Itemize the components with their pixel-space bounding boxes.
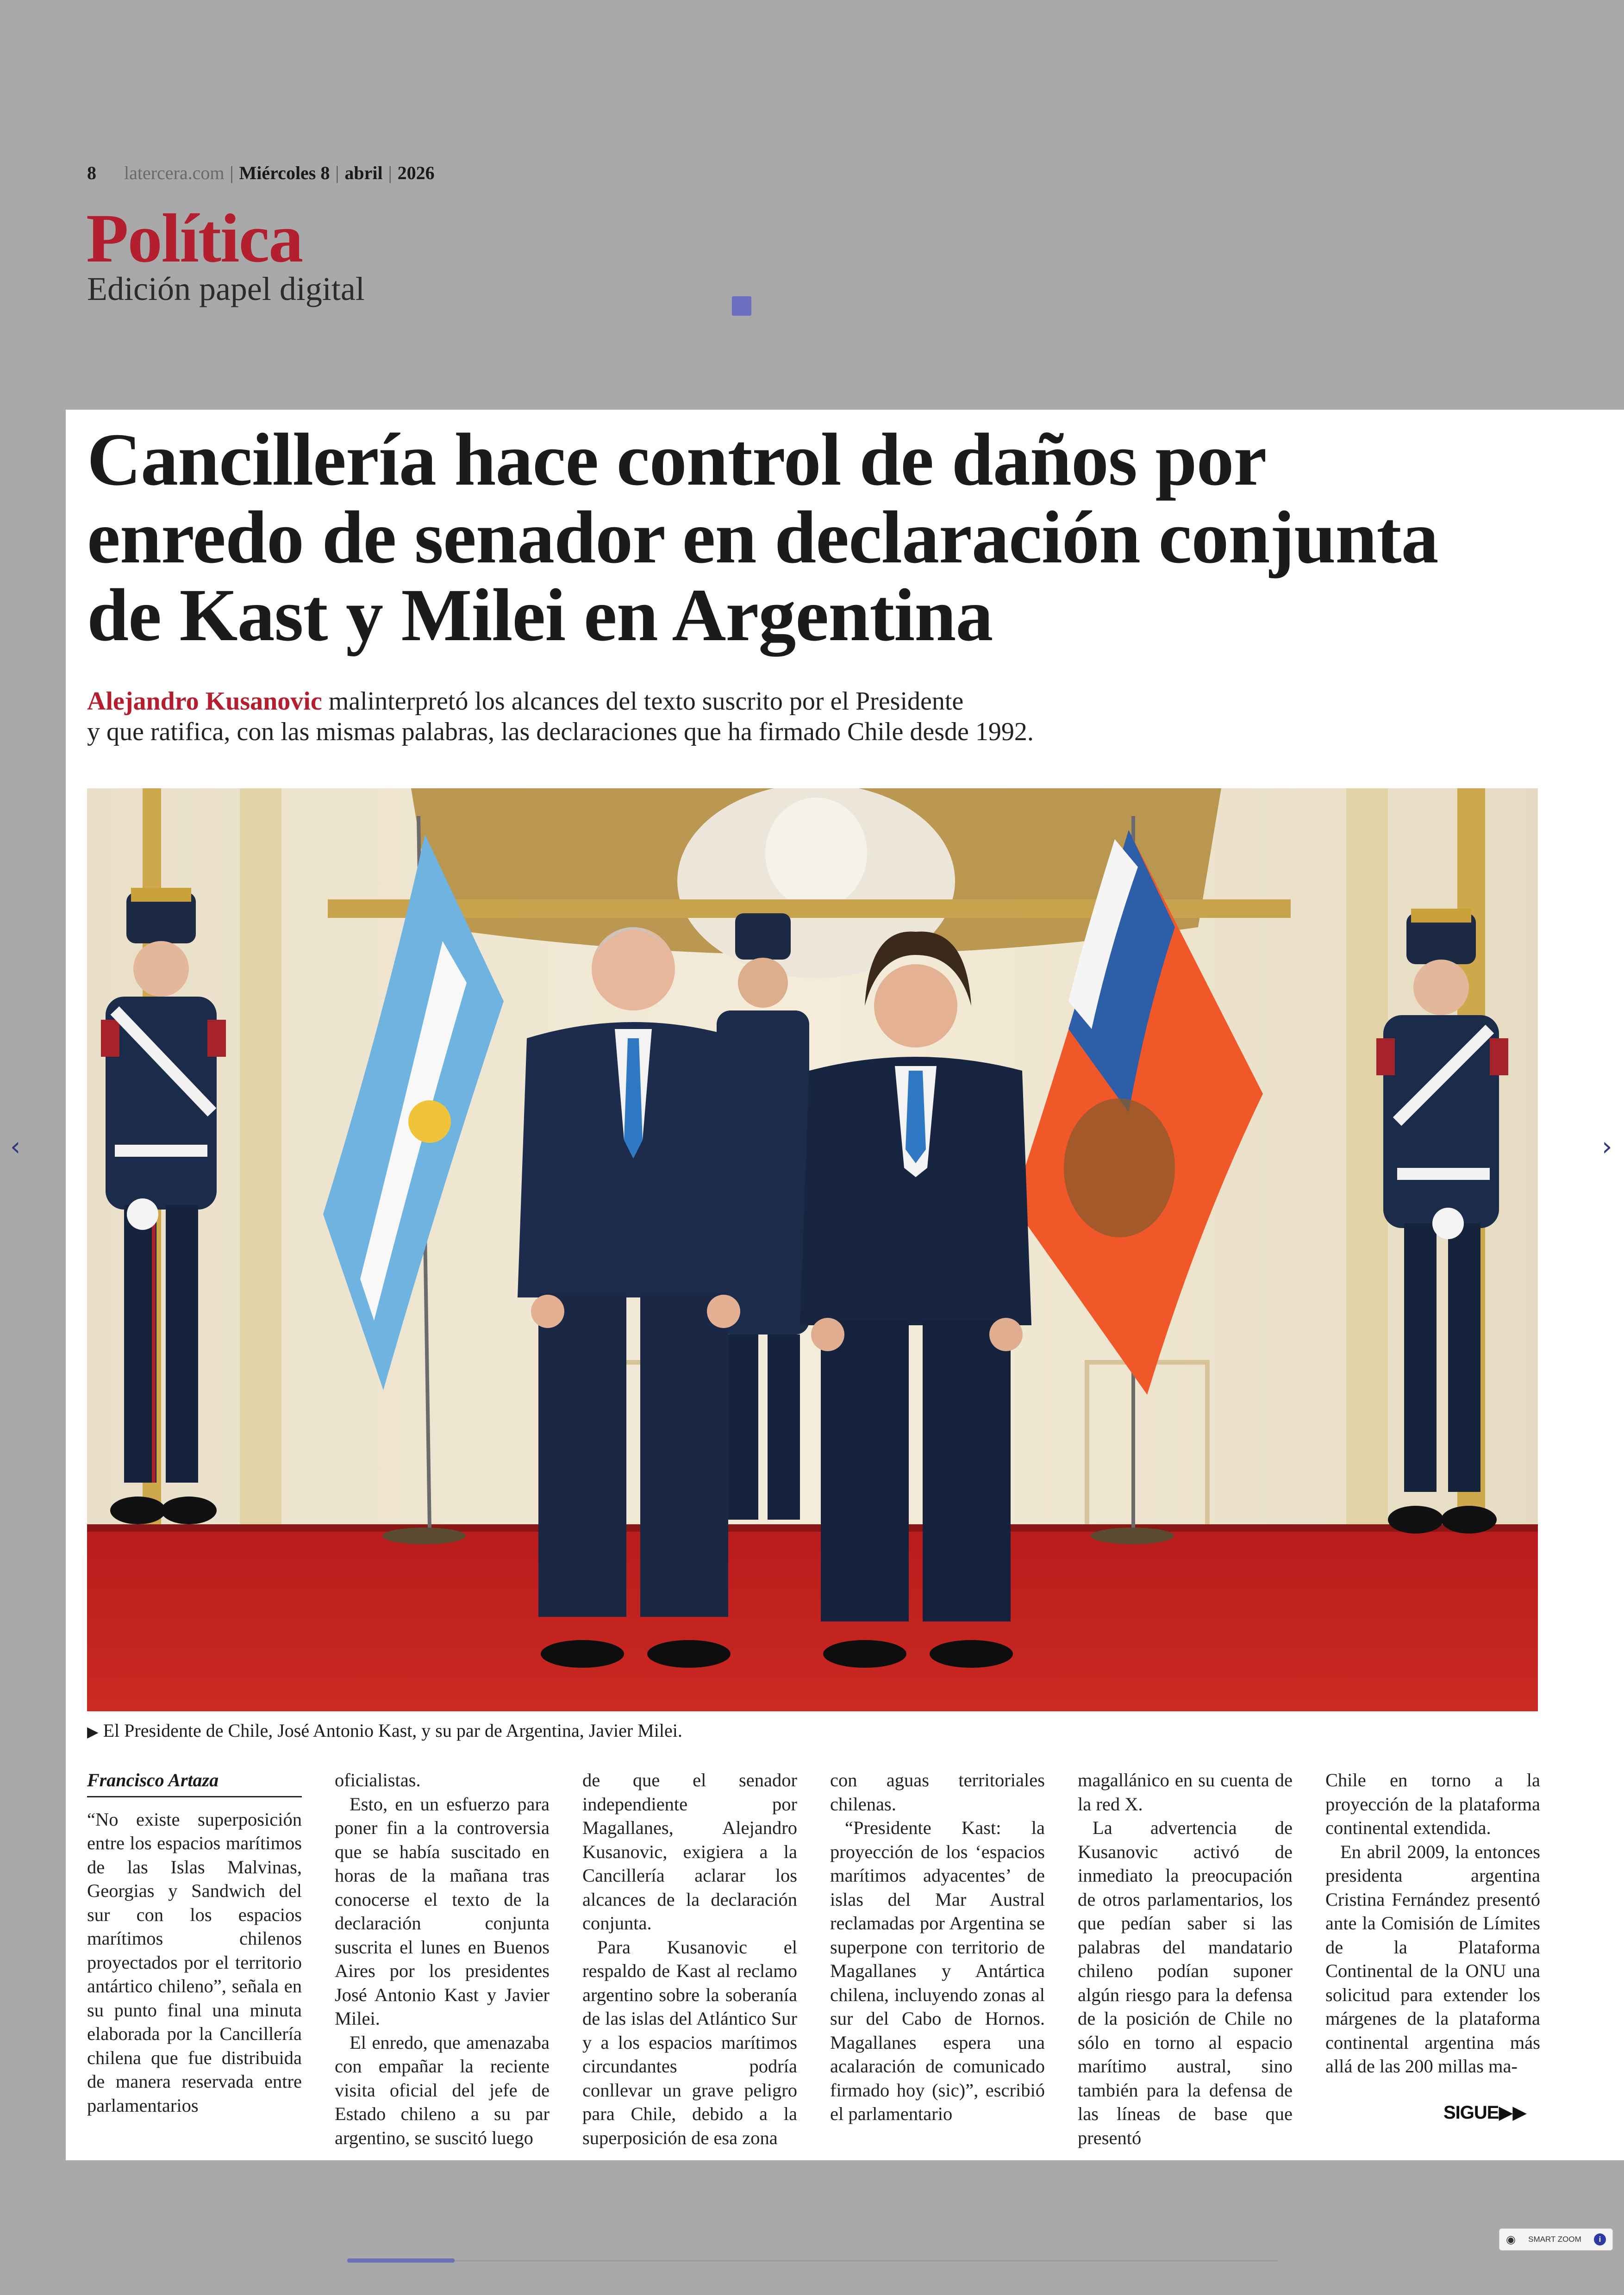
deck-line-1: malinterpretó los alcances del texto suscrito por el Presidente xyxy=(322,687,964,716)
text-column-3 xyxy=(582,1768,797,2150)
deck-highlight-name: Alejandro Kusanovic xyxy=(87,687,322,716)
info-icon[interactable]: i xyxy=(1594,2233,1606,2245)
paragraph: “No existe superposición entre los espacios marítimos de las Islas Malvinas, Georgias y Sandwich del sur con los espacios marítimos chilenos proyectados por el territorio antártico chileno”, señala en su punto final una minuta elaborada por la Cancillería chilena que fue distribuida de manera reservada entre parlamentarios xyxy=(87,1809,302,2116)
smart-zoom-button[interactable] xyxy=(1499,2228,1613,2251)
continue-marker: SIGUE▶▶ xyxy=(1443,2102,1527,2123)
edition-label: Edición papel digital xyxy=(87,270,365,307)
paragraph: con aguas territoriales chilenas. xyxy=(830,1770,1045,1815)
section-title: Política xyxy=(86,200,303,277)
deck-line-2: y que ratifica, con las mismas palabras, las declaraciones que ha firmado Chile desde 1992. xyxy=(87,717,1034,746)
date-weekday: Miércoles 8 xyxy=(239,162,330,183)
double-arrow-icon: ▶▶ xyxy=(1499,2102,1527,2123)
article-photo xyxy=(87,788,1538,1711)
paragraph: Para Kusanovic el respaldo de Kast al reclamo argentino sobre la soberanía de las islas del Atlántico Sur y a los espacios marítimos circundantes podría conllevar un grave peligro para Chile, debido a la superposición de esa zona xyxy=(582,1936,797,2148)
page-progress-thumb[interactable] xyxy=(347,2258,455,2263)
folio-line: 8 latercera.com | Miércoles 8 | abril | 2026 xyxy=(87,162,435,183)
text-column-6 xyxy=(1325,1768,1540,2078)
paragraph: En abril 2009, la entonces presidenta argentina Cristina Fernández presentó ante la Comisión de Límites de la Plataforma Continental de la ONU una solicitud para extender los márgenes de la plataforma continental argentina más allá de las 200 millas ma- xyxy=(1325,1841,1540,2077)
caption-arrow-icon: ▶ xyxy=(87,1723,99,1740)
smart-zoom-label: SMART ZOOM xyxy=(1528,2235,1581,2244)
photo-caption: ▶ El Presidente de Chile, José Antonio Kast, y su par de Argentina, Javier Milei. xyxy=(87,1720,682,1741)
page-number: 8 xyxy=(87,162,96,183)
article-deck xyxy=(87,686,1244,747)
text-column-5 xyxy=(1078,1768,1293,2150)
paragraph: de que el senador independiente por Magallanes, Alejandro Kusanovic, exigiera a la Cancillería aclarar los alcances de la declaración conjunta. xyxy=(582,1770,797,1933)
paragraph: La advertencia de Kusanovic activó de inmediato la preocupación de otros parlamentarios, los que pedían saber si las palabras del mandatario chileno podían suponer algún riesgo para la defensa de la posición de Chile no sólo en torno al espacio marítimo austral, sino también para la defensa de las líneas de base que presentó xyxy=(1078,1817,1293,2148)
newspaper-page xyxy=(66,410,1624,2160)
paragraph: magallánico en su cuenta de la red X. xyxy=(1078,1770,1293,1815)
prev-page-arrow-icon[interactable]: ‹ xyxy=(10,1132,21,1162)
page-progress-track[interactable] xyxy=(347,2260,1278,2262)
paragraph: “Presidente Kast: la proyección de los ‘espacios marítimos adyacentes’ de islas del Mar Austral reclamadas por Argentina se superpone con territorio de Magallanes y Antártica chilena, incluyendo zonas al sur del Cabo de Hornos. Magallanes espera una acalaración de comunicado firmado hoy (sic)”, escribió el parlamentario xyxy=(830,1817,1045,2124)
date-month: abril xyxy=(344,162,383,183)
article-headline: Cancillería hace control de daños por enredo de senador en declaración conjunta de Kast y Milei en Argentina xyxy=(87,418,1438,657)
site-name: latercera.com xyxy=(124,162,225,183)
paragraph: El enredo, que amenazaba con empañar la reciente visita oficial del jefe de Estado chileno a su par argentino, se suscitó luego xyxy=(335,2032,550,2148)
text-column-4 xyxy=(830,1768,1045,2126)
paragraph: Chile en torno a la proyección de la plataforma continental extendida. xyxy=(1325,1770,1540,1838)
paragraph: Esto, en un esfuerzo para poner fin a la controversia que se había suscitado en horas de la mañana tras conocerse el texto de la declaración conjunta suscrita el lunes en Buenos Aires por los presidentes José Antonio Kast y Javier Milei. xyxy=(335,1793,550,2029)
text-column-2 xyxy=(335,1768,550,2150)
paragraph: oficialistas. xyxy=(335,1770,421,1790)
next-page-arrow-icon[interactable]: › xyxy=(1602,1132,1612,1162)
date-year: 2026 xyxy=(397,162,435,183)
bookmark-icon[interactable] xyxy=(732,296,751,316)
byline: Francisco Artaza xyxy=(87,1768,302,1797)
text-column-1 xyxy=(87,1768,302,2117)
eye-icon: ◉ xyxy=(1506,2233,1516,2246)
